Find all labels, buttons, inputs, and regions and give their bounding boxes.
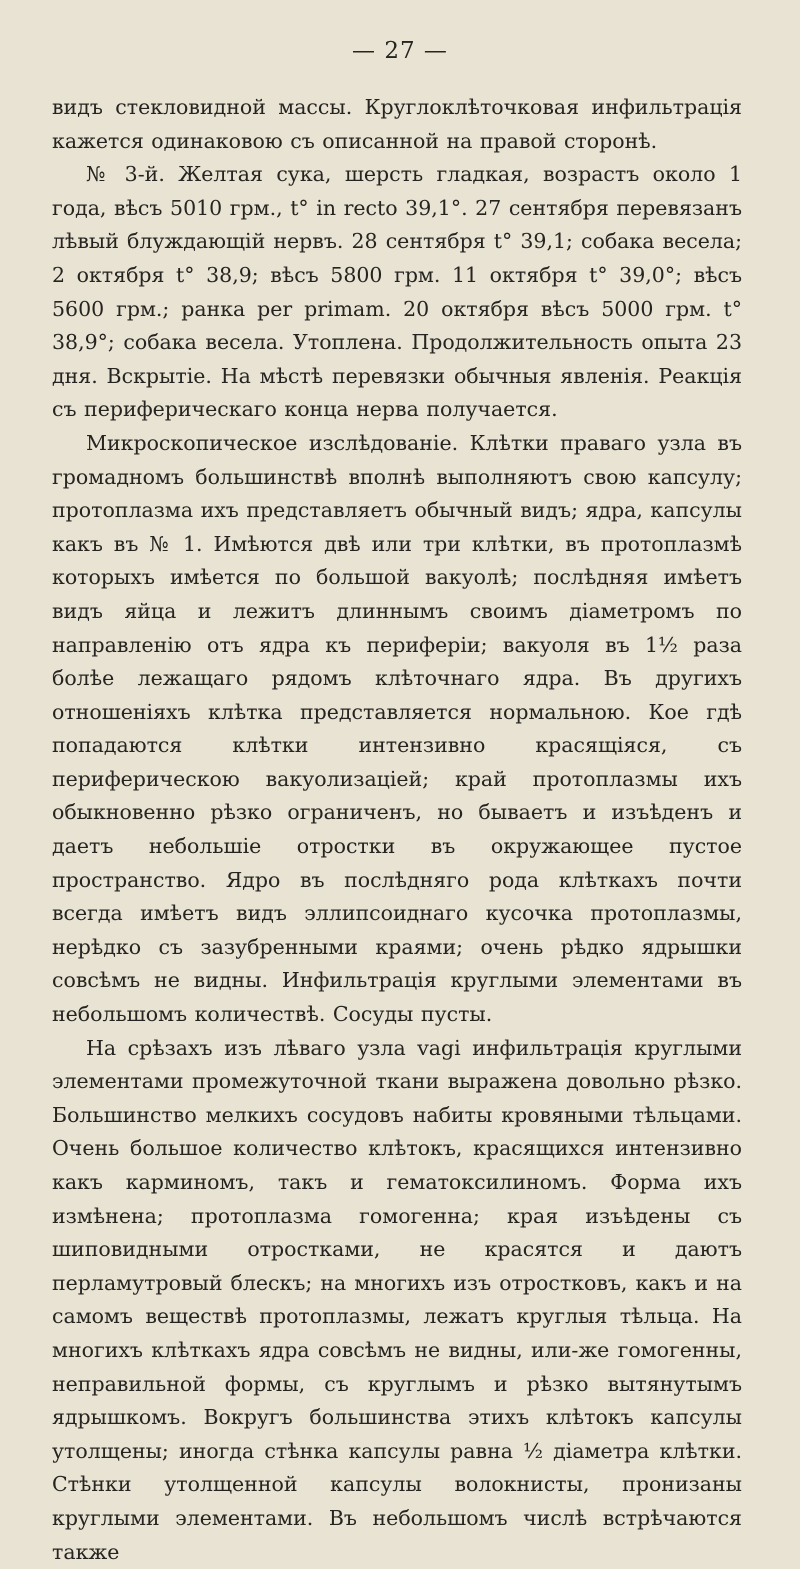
page-number: — 27 — (352, 38, 448, 64)
paragraph-1: видъ стекловидной массы. Круглоклѣточковая инфильтрація кажется одинаковою съ описанной на правой сторонѣ. (52, 95, 742, 153)
body-text (52, 91, 742, 1569)
paragraph-3: Микроскопическое изслѣдованіе. Клѣтки праваго узла въ громадномъ большинствѣ вполнѣ выполняютъ свою капсулу; протоплазма ихъ представляетъ обычный видъ; ядра, капсулы какъ въ № 1. Имѣются двѣ или три клѣтки, въ протоплазмѣ которыхъ имѣется по большой вакуолѣ; послѣдняя имѣетъ видъ яйца и лежитъ длиннымъ своимъ діаметромъ по направленію отъ ядра къ периферіи; вакуоля въ 1½ раза болѣе лежащаго рядомъ клѣточнаго ядра. Въ другихъ отношеніяхъ клѣтка представляется нормальною. Кое гдѣ попадаются клѣтки интензивно красящіяся, съ периферическою вакуолизаціей; край протоплазмы ихъ обыкновенно рѣзко ограниченъ, но бываетъ и изъѣденъ и даетъ небольшіе отростки въ окружающее пустое пространство. Ядро въ послѣдняго рода клѣткахъ почти всегда имѣетъ видъ эллипсоиднаго кусочка протоплазмы, нерѣдко съ зазубренными краями; очень рѣдко ядрышки совсѣмъ не видны. Инфильтрація круглыми элементами въ небольшомъ количествѣ. Сосуды пусты. (52, 430, 742, 1027)
paragraph-4: На срѣзахъ изъ лѣваго узла vagi инфильтрація круглыми элементами промежуточной ткани выражена довольно рѣзко. Большинство мелкихъ сосудовъ набиты кровяными тѣльцами. Очень большое количество клѣтокъ, красящихся интензивно какъ карминомъ, такъ и гематоксилиномъ. Форма ихъ измѣнена; протоплазма гомогенна; края изъѣдены съ шиповидными отростками, не красятся и даютъ перламутровый блескъ; на многихъ изъ отростковъ, какъ и на самомъ веществѣ протоплазмы, лежатъ круглыя тѣльца. На многихъ клѣткахъ ядра совсѣмъ не видны, или-же гомогенны, неправильной формы, съ круглымъ и рѣзко вытянутымъ ядрышкомъ. Вокругъ большинства этихъ клѣтокъ капсулы утолщены; иногда стѣнка капсулы равна ½ діаметра клѣтки. Стѣнки утолщенной капсулы волокнисты, пронизаны круглыми элементами. Въ небольшомъ числѣ встрѣчаются также (52, 1035, 742, 1564)
paragraph-2: № 3-й. Желтая сука, шерсть гладкая, возрастъ около 1 года, вѣсъ 5010 грм., t° in recto 39,1°. 27 сентября перевязанъ лѣвый блуждающій нервъ. 28 сентября t° 39,1; собака весела; 2 октября t° 38,9; вѣсъ 5800 грм. 11 октября t° 39,0°; вѣсъ 5600 грм.; ранка per primam. 20 октября вѣсъ 5000 грм. t° 38,9°; собака весела. Утоплена. Продолжительность опыта 23 дня. Вскрытіе. На мѣстѣ перевязки обычныя явленія. Реакція съ периферическаго конца нерва получается. (52, 162, 742, 422)
